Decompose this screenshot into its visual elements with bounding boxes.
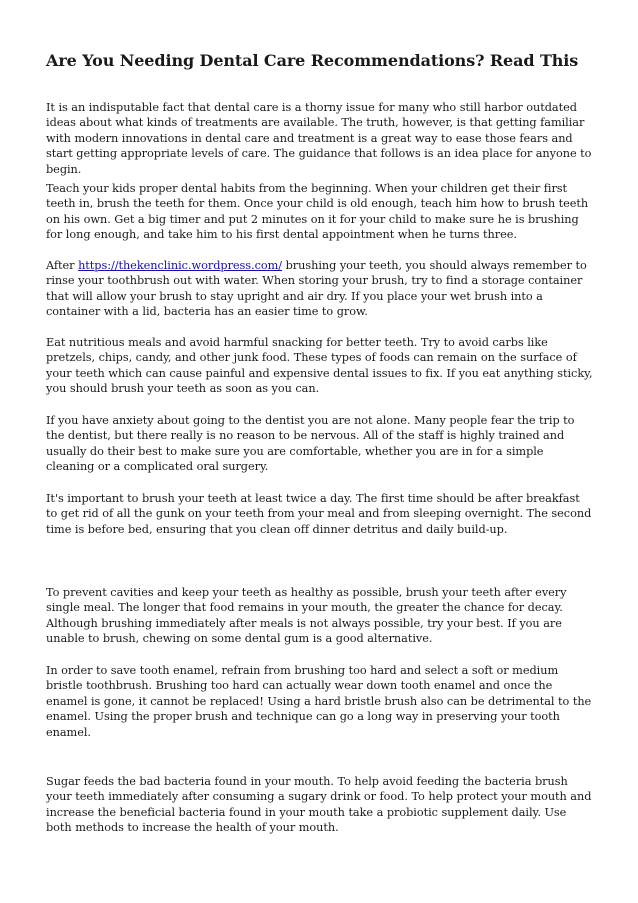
paragraph-anxiety: If you have anxiety about going to the dentist you are not alone. Many people fear the trip to the dentist, but there really is no reason to be nervous. All of the staff is highly trained and usually do their best to make sure you are comfortable, whether you are in for a simple cleaning or a complicated oral surgery. — [46, 414, 575, 474]
paragraph-prevent-cavities: To prevent cavities and keep your teeth as healthy as possible, brush your teeth after every single meal. The longer that food remains in your mouth, the greater the chance for decay. Although brushing immediately after meals is not always possible, try your best. If you are unable to brush, chewing on some dental gum is a good alternative. — [46, 586, 567, 646]
paragraph-rinse-toothbrush — [46, 258, 594, 320]
paragraph-nutrition: Eat nutritious meals and avoid harmful snacking for better teeth. Try to avoid carbs like pretzels, chips, candy, and other junk food. These types of foods can remain on the surface of your teeth which can cause painful and expensive dental issues to fix. If you eat anything sticky, you should brush your teeth as soon as you can. — [46, 336, 593, 396]
paragraph-text-after-link: brushing your teeth, you should always remember to rinse your toothbrush out with water. When storing your brush, try to find a storage container that will allow your brush to stay upright and air dry. If you place your wet brush into a container with a lid, bacteria has an easier time to grow. — [46, 259, 587, 319]
paragraph-enamel: In order to save tooth enamel, refrain from brushing too hard and select a soft or medium bristle toothbrush. Brushing too hard can actually wear down tooth enamel and once the enamel is gone, it cannot be replaced! Using a hard bristle brush also can be detrimental to the enamel. Using the proper brush and technique can go a long way in preserving your tooth enamel. — [46, 664, 592, 739]
paragraph-kids-habits: Teach your kids proper dental habits from the beginning. When your children get their first teeth in, brush the teeth for them. Once your child is old enough, teach him how to brush teeth on his own. Get a big timer and put 2 minutes on it for your child to make sure he is brushing for long enough, and take him to his first dental appointment when he turns three. — [46, 182, 589, 242]
paragraph-brush-twice: It's important to brush your teeth at least twice a day. The first time should be after breakfast to get rid of all the gunk on your teeth from your meal and from sleeping overnight. The second time is before bed, ensuring that you clean off dinner detritus and daily build-up. — [46, 492, 592, 536]
page-title: Are You Needing Dental Care Recommendations? Read This — [46, 51, 579, 70]
clinic-link[interactable]: https://thekenclinic.wordpress.com/ — [78, 259, 283, 272]
paragraph-intro: It is an indisputable fact that dental care is a thorny issue for many who still harbor outdated ideas about what kinds of treatments are available. The truth, however, is that getting familiar with modern innovations in dental care and treatment is a great way to ease those fears and start getting appropriate levels of care. The guidance that follows is an idea place for anyone to begin. — [46, 101, 592, 176]
paragraph-sugar: Sugar feeds the bad bacteria found in your mouth. To help avoid feeding the bacteria brush your teeth immediately after consuming a sugary drink or food. To help protect your mouth and increase the beneficial bacteria found in your mouth take a probiotic supplement daily. Use both methods to increase the health of your mouth. — [46, 775, 592, 835]
paragraph-text-before-link: After — [46, 259, 79, 272]
